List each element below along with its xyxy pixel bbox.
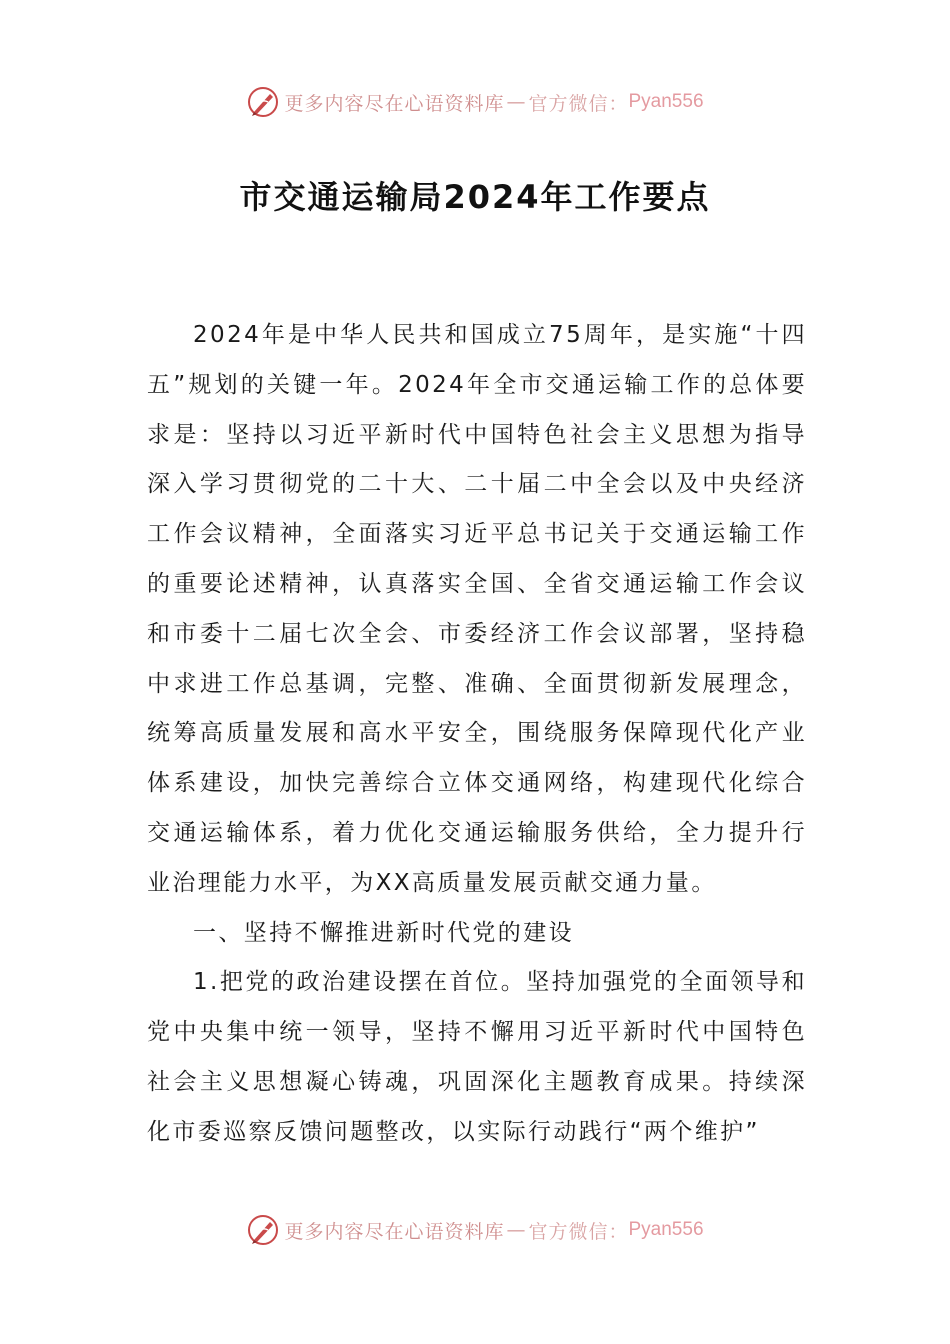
watermark-wechat-label: 官方微信：: [528, 92, 629, 115]
watermark-banner-top: [0, 82, 950, 122]
watermark-wechat-id: Pyan556: [628, 1219, 704, 1240]
watermark-wechat-id: Pyan556: [628, 91, 704, 112]
document-body: [147, 311, 807, 1158]
pen-logo-icon: [246, 85, 280, 119]
watermark-banner-bottom: [0, 1210, 950, 1250]
watermark-wechat-label: 官方微信：: [528, 1220, 629, 1243]
pen-logo-icon: [246, 1213, 280, 1247]
document-title: 市交通运输局2024年工作要点: [239, 178, 711, 216]
watermark-brand-text: 更多内容尽在心语资料库: [284, 1220, 505, 1243]
intro-paragraph: 2024年是中华人民共和国成立75周年，是实施“十四五”规划的关键一年。2024年全市交通运输工作的总体要求是：坚持以习近平新时代中国特色社会主义思想为指导深入学习贯彻党的二十大、二十届二中全会以及中央经济工作会议精神，全面落实习近平总书记关于交通运输工作的重要论述精神，认真落实全国、全省交通运输工作会议和市委十二届七次全会、市委经济工作会议部署，坚持稳中求进工作总基调，完整、准确、全面贯彻新发展理念，统筹高质量发展和高水平安全，围绕服务保障现代化产业体系建设，加快完善综合立体交通网络，构建现代化综合交通运输体系，着力优化交通运输服务供给，全力提升行业治理能力水平，为XX高质量发展贡献交通力量。: [147, 322, 807, 896]
watermark-brand-text: 更多内容尽在心语资料库: [284, 92, 505, 115]
watermark-separator: —: [506, 91, 527, 113]
item-paragraph-1: 1.把党的政治建设摆在首位。坚持加强党的全面领导和党中央集中统一领导，坚持不懈用习近平新时代中国特色社会主义思想凝心铸魂，巩固深化主题教育成果。持续深化市委巡察反馈问题整改，以实际行动践行“两个维护”: [147, 969, 807, 1145]
watermark-separator: —: [506, 1219, 527, 1241]
section-heading-1: 一、坚持不懈推进新时代党的建设: [193, 919, 574, 946]
